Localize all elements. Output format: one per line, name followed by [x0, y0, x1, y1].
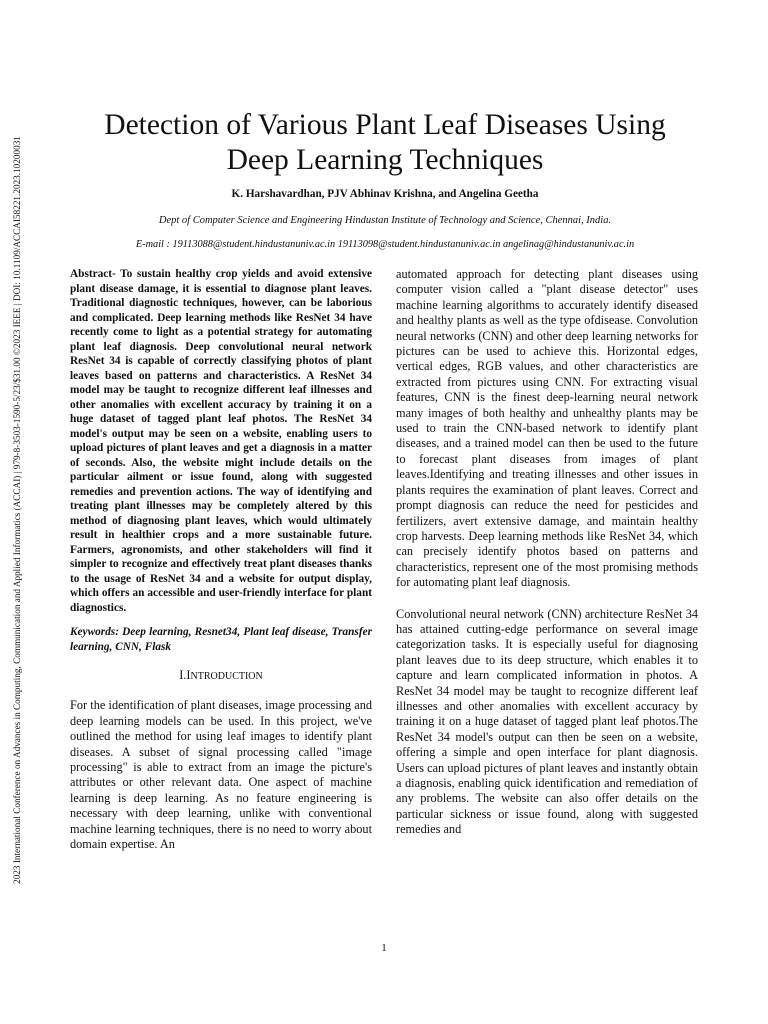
section-heading-introduction	[70, 668, 372, 684]
paper-authors: K. Harshavardhan, PJV Abhinav Krishna, and Angelina Geetha	[231, 188, 539, 200]
page-number: 1	[381, 942, 387, 954]
author-affiliation: Dept of Computer Science and Engineering Hindustan Institute of Technology and Science, Chennai, India.	[158, 215, 612, 226]
section-first-letter: I	[186, 668, 191, 682]
intro-paragraph: For the identification of plant diseases, image processing and deep learning models can be used. In this project, we've outlined the method for using leaf images to identify plant diseases. A subset of signal processing called "image processing" is able to extract from an image the picture's attributes or other relevant data. One aspect of machine learning is deep learning. As no feature engineering is necessary with deep learning, unlike with conventional machine learning techniques, there is no need to worry about domain expertise. An	[70, 698, 372, 852]
left-column	[70, 267, 372, 852]
section-number: I.	[179, 668, 187, 682]
right-column	[396, 267, 698, 838]
doi-sidebar-text: 2023 International Conference on Advances in Computing, Communication and Applied Informatics (ACCAI) | 979-8-3503-1590-5/23/$31.00 ©2023 IEEE | DOI: 10.1109/ACCAI58221.2023.10200031	[12, 136, 23, 884]
right-paragraph-1: automated approach for detecting plant diseases using computer vision called a "plant disease detector" uses machine learning algorithms to accurately identify diseased and healthy plants as well as the type ofdisease. Convolution neural networks (CNN) and other deep learning networks for pictures can be used to achieve this. Horizontal edges, vertical edges, RGB values, and other characteristics are extracted from pictures using CNN. For extracting visual features, CNN is the finest deep-learning neural network many images of both healthy and unhealthy plants may be used to train the CNN-based network to identify plant diseases, and a trained model can then be used to the future to forecast plant diseases from images of plant leaves.Identifying and treating illnesses and other issues in plants requires the examination of plant leaves. Correct and prompt diagnosis can reduce the need for pesticides and fertilizers, avert extensive damage, and maintain healthy crop harvests. Deep learning methods like ResNet 34, which can precisely identify photos based on patterns and characteristics, represent one of the most promising methods for automating plant leaf diagnosis.	[396, 267, 698, 590]
right-paragraph-2: Convolutional neural network (CNN) architecture ResNet 34 has attained cutting-edge performance on several image categorization tasks. It is especially useful for diagnosing plant leaves due to its deep structure, which enables it to capture and learn complicated information in photos. A ResNet 34 model may be taught to recognize different leaf illnesses and other anomalies with excellent accuracy by training it on a huge dataset of tagged plant leaf photos.The ResNet 34 model's output can then be seen on a website, offering a simple and open interface for plant diagnosis. Users can upload pictures of plant leaves and instantly obtain a diagnosis, enabling quick identification and remediation of any problems. The website can also offer details on the particular sickness or issue found, along with suggested remedies and	[396, 606, 698, 837]
paper-title: Detection of Various Plant Leaf Diseases Using Deep Learning Techniques	[104, 109, 666, 176]
section-title-rest: NTRODUCTION	[190, 671, 263, 682]
author-emails: E-mail : 19113088@student.hindustanuniv.ac.in 19113098@student.hindustanuniv.ac.in angelinag@hindustanuniv.ac.in	[135, 239, 635, 250]
keywords: Keywords: Deep learning, Resnet34, Plant leaf disease, Transfer learning, CNN, Flask	[70, 626, 372, 653]
doi-sidebar	[6, 110, 28, 910]
abstract: Abstract- To sustain healthy crop yields and avoid extensive plant disease damage, it is essential to diagnose plant leaves. Traditional diagnostic techniques, however, can be laborious and complicated. Deep learning methods like ResNet 34 have recently come to light as a potential strategy for automating plant leaf diagnosis. Deep convolutional neural network ResNet 34 is capable of correctly classifying photos of plant leaves based on patterns and characteristics. A ResNet 34 model may be taught to recognize different leaf illnesses and other anomalies with excellent accuracy by training it on a huge dataset of tagged plant leaf photos. The ResNet 34 model's output may be seen on a website, enabling users to upload pictures of plant leaves and get a diagnosis in a matter of seconds. Also, the website might include details on the particular ailment or issue found, along with suggested remedies and prevention actions. The way of identifying and treating plant illnesses may be completely altered by this method of diagnosing plant leaves, which would ultimately result in healthier crops and a more sustainable future. Farmers, agronomists, and other stakeholders will find it simpler to recognize and effectively treat plant diseases thanks to the usage of ResNet 34 and a website for output display, which offers an accessible and user-friendly interface for plant diagnostics.	[70, 268, 372, 614]
